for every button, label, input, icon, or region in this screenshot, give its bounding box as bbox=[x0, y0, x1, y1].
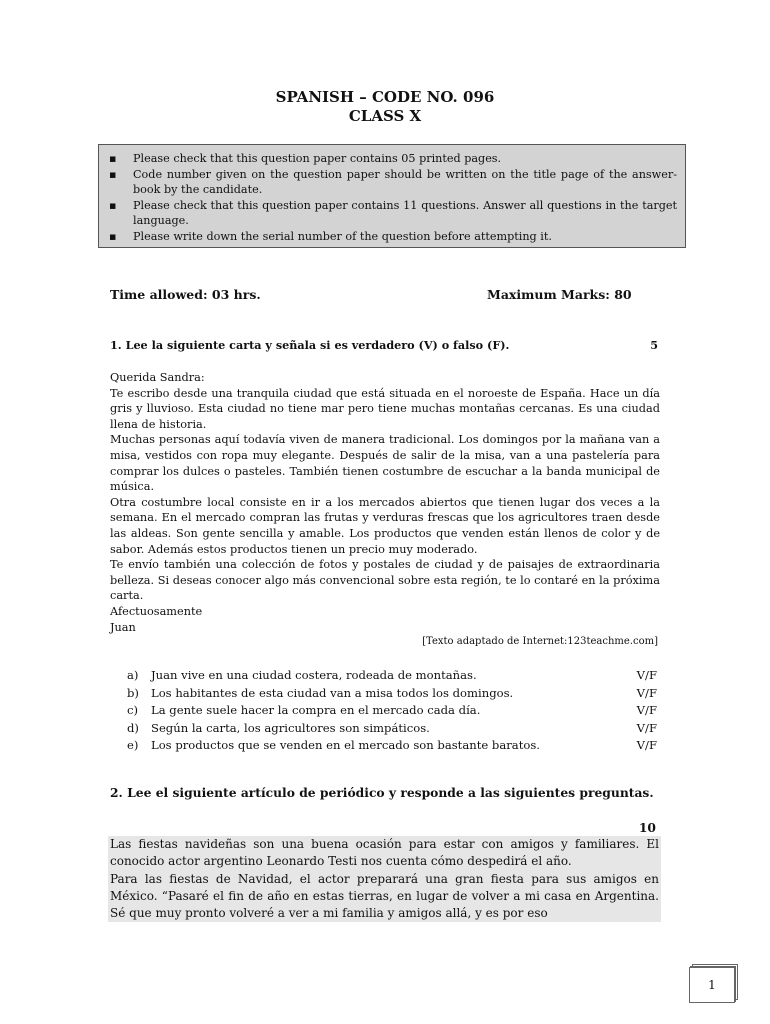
question-1-marks: 5 bbox=[650, 338, 658, 352]
statement-row bbox=[127, 720, 657, 738]
instructions-box bbox=[98, 144, 686, 248]
instructions-list bbox=[109, 151, 677, 245]
letter-paragraph: Muchas personas aquí todavía viven de manera tradicional. Los domingos por la mañana van a misa, vestidos con ropa muy elegante. Después de salir de la misa, van a una pastelería para comprar los dulces o pasteles. También tienen costumbre de escuchar a la banda municipal de música. bbox=[110, 433, 660, 494]
statement-letter: b) bbox=[127, 685, 139, 700]
question-2-prompt: 2. Lee el siguiente artículo de periódico y responde a las siguientes preguntas. bbox=[110, 785, 654, 800]
statement-row bbox=[127, 667, 657, 685]
statement-answer: V/F bbox=[636, 720, 657, 735]
page-number-badge bbox=[689, 964, 737, 1002]
exam-title: SPANISH – CODE NO. 096 bbox=[275, 88, 495, 106]
statement-letter: e) bbox=[127, 738, 139, 753]
instruction-item: ▪ Please check that this question paper contains 05 printed pages. bbox=[109, 151, 677, 167]
statement-text: La gente suele hacer la compra en el mercado cada día. bbox=[151, 703, 481, 718]
instruction-item: ▪ Please write down the serial number of the question before attempting it. bbox=[109, 229, 677, 245]
statement-answer: V/F bbox=[636, 703, 657, 718]
letter-source: [Texto adaptado de Internet:123teachme.com] bbox=[422, 636, 658, 647]
letter-greeting: Querida Sandra: bbox=[110, 371, 205, 384]
instruction-item: ▪ Code number given on the question paper should be written on the title page of the answer-book by the candidate. bbox=[109, 167, 677, 198]
statement-text: Juan vive en una ciudad costera, rodeada de montañas. bbox=[151, 668, 477, 682]
letter-closing: Afectuosamente bbox=[110, 604, 203, 618]
page-number: 1 bbox=[689, 967, 735, 1003]
statement-text: Los habitantes de esta ciudad van a misa todos los domingos. bbox=[151, 685, 514, 700]
letter-paragraph: Te envío también una colección de fotos y postales de ciudad y de paisajes de extraordinaria belleza. Si deseas conocer algo más convencional sobre esta región, te lo contaré en la próxima carta. bbox=[110, 558, 660, 603]
statement-row bbox=[127, 702, 657, 720]
statement-answer: V/F bbox=[636, 668, 657, 682]
article-paragraph: Las fiestas navideñas son una buena ocasión para estar con amigos y familiares. El conocido actor argentino Leonardo Testi nos cuenta cómo despedirá el año. bbox=[110, 837, 659, 869]
letter-signature: Juan bbox=[110, 620, 136, 634]
statement-answer: V/F bbox=[636, 738, 657, 753]
statement-row bbox=[127, 685, 657, 703]
question-1-prompt bbox=[110, 338, 658, 352]
statement-answer: V/F bbox=[636, 685, 657, 700]
time-allowed: Time allowed: 03 hrs. bbox=[110, 287, 261, 302]
exam-class: CLASS X bbox=[348, 107, 422, 125]
article-paragraph: Para las fiestas de Navidad, el actor preparará una gran fiesta para sus amigos en México. “Pasaré el fin de año en estas tierras, en lugar de volver a mi casa en Argentina. Sé que muy pronto volveré a ver a mi familia y amigos allá, y es por eso bbox=[110, 871, 659, 921]
instruction-item: ▪ Please check that this question paper contains 11 questions. Answer all questions in the target language. bbox=[109, 198, 677, 229]
statement-letter: a) bbox=[127, 668, 139, 682]
letter-paragraph: Te escribo desde una tranquila ciudad que está situada en el noroeste de España. Hace un día gris y lluvioso. Esta ciudad no tiene mar pero tiene muchas montañas cercanas. Es una ciudad llena de historia. bbox=[110, 386, 660, 431]
question-2-marks: 10 bbox=[638, 820, 656, 835]
article-text bbox=[108, 836, 661, 922]
statement-row bbox=[127, 737, 657, 755]
maximum-marks: Maximum Marks: 80 bbox=[487, 287, 632, 302]
statement-text: Según la carta, los agricultores son simpáticos. bbox=[151, 720, 430, 735]
statement-text: Los productos que se venden en el mercado son bastante baratos. bbox=[151, 738, 540, 753]
letter-text bbox=[110, 370, 660, 635]
statement-letter: d) bbox=[127, 720, 139, 735]
question-1-text: 1. Lee la siguiente carta y señala si es verdadero (V) o falso (F). bbox=[110, 338, 510, 352]
statement-letter: c) bbox=[127, 703, 139, 718]
true-false-list bbox=[127, 667, 657, 755]
letter-paragraph: Otra costumbre local consiste en ir a los mercados abiertos que tienen lugar dos veces a la semana. En el mercado compran las frutas y verduras frescas que los agricultores traen desde las aldeas. Son gente sencilla y amable. Los productos que venden están llenos de color y de sabor. Además estos productos tienen un precio muy moderado. bbox=[110, 495, 660, 556]
